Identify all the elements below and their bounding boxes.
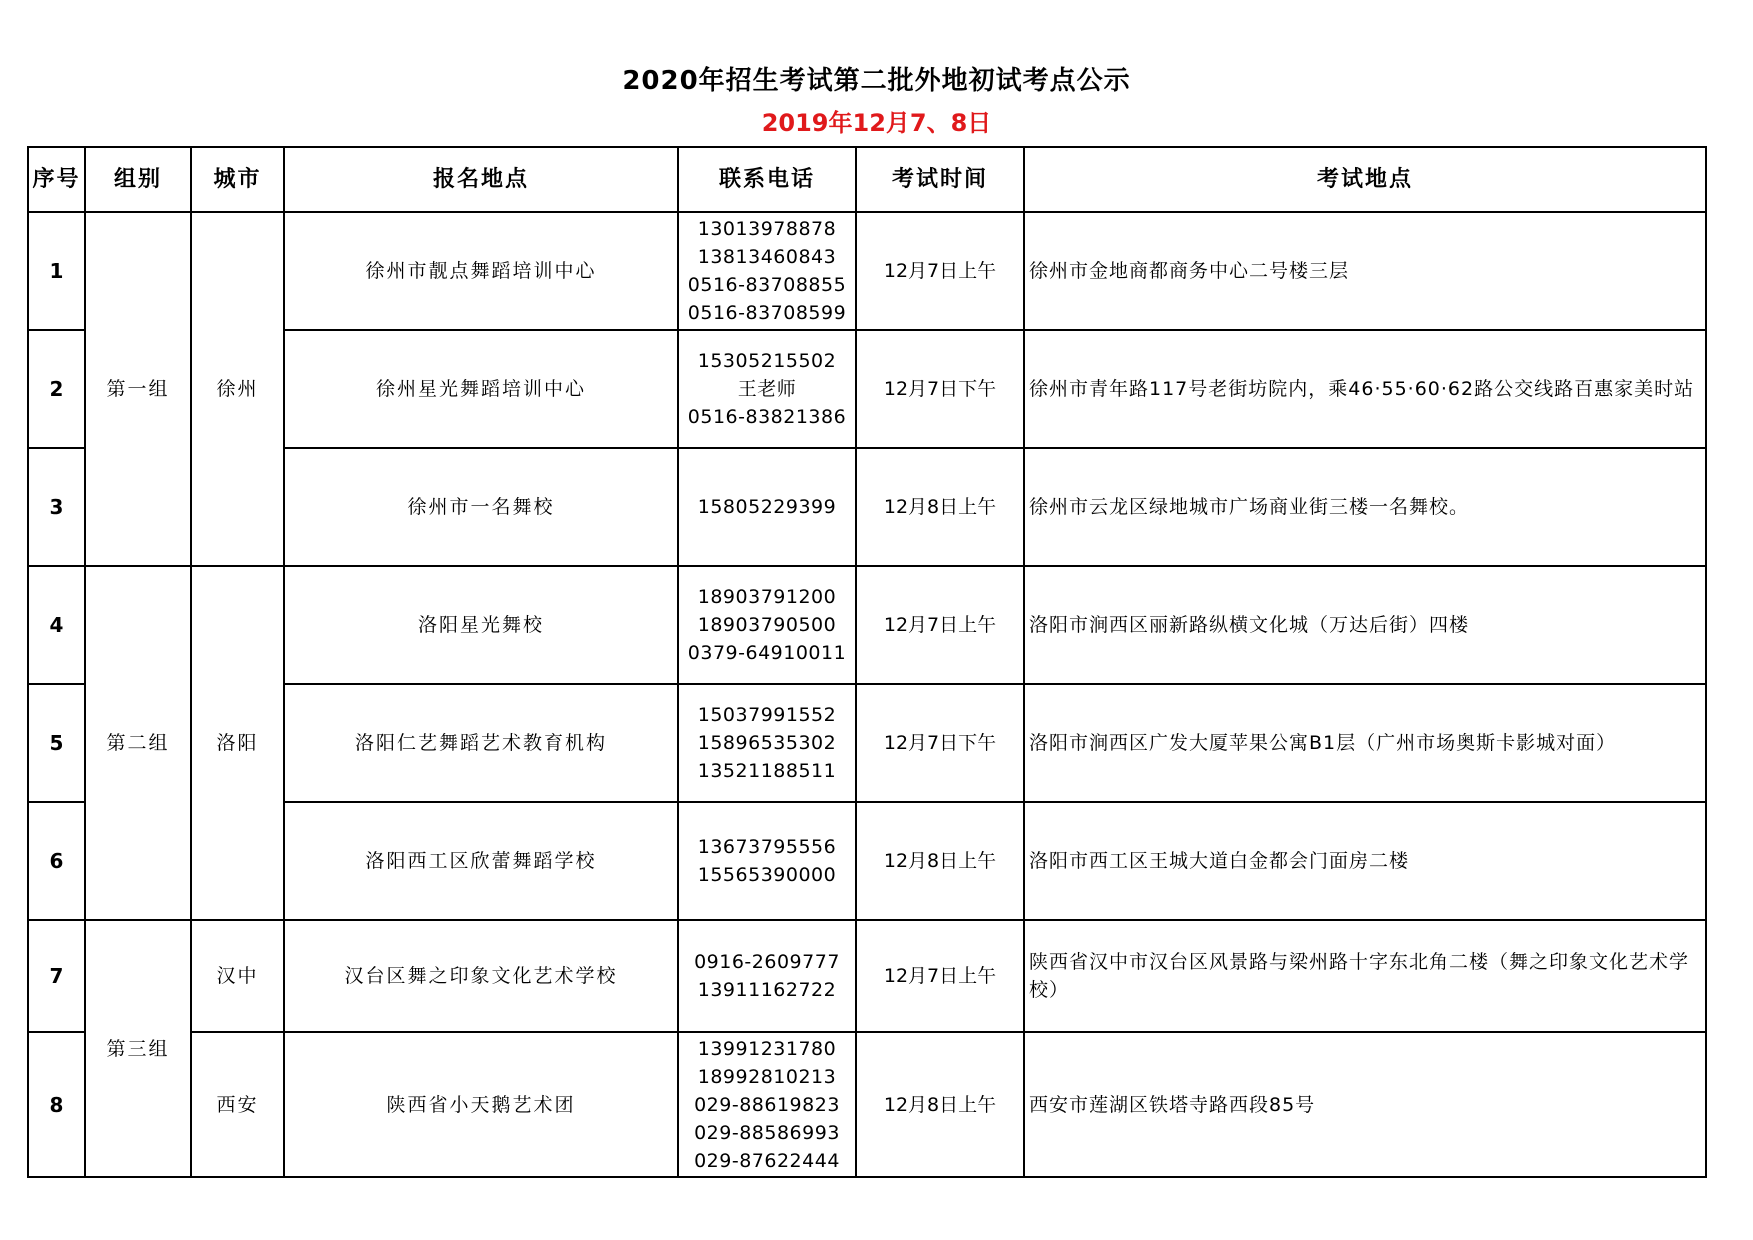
registration-cell: 洛阳仁艺舞蹈艺术教育机构: [284, 684, 678, 802]
page-subtitle-date: 2019年12月7、8日: [761, 109, 992, 137]
table-header-row: [28, 147, 1706, 212]
registration-cell: 洛阳西工区欣蕾舞蹈学校: [284, 802, 678, 920]
phone-number: 0379-64910011: [687, 642, 847, 664]
exam-location-cell: 徐州市金地商都商务中心二号楼三层: [1024, 212, 1706, 330]
registration-cell: 徐州星光舞蹈培训中心: [284, 330, 678, 448]
phone-number: 0916-2609777: [694, 951, 840, 973]
header-seq: 序号: [28, 147, 85, 212]
registration-cell: 汉台区舞之印象文化艺术学校: [284, 920, 678, 1032]
phone-number: 0516-83708599: [687, 302, 847, 324]
header-group: 组别: [85, 147, 191, 212]
city-cell: 汉中: [191, 920, 284, 1032]
row-seq: 4: [28, 566, 85, 684]
exam-location-cell: 西安市莲湖区铁塔寺路西段85号: [1024, 1032, 1706, 1177]
exam-time-cell: 12月8日上午: [856, 1032, 1024, 1177]
phone-number: 13813460843: [697, 246, 837, 268]
phone-cell: [678, 212, 856, 330]
registration-cell: 徐州市靓点舞蹈培训中心: [284, 212, 678, 330]
exam-location-cell: 徐州市青年路117号老街坊院内，乘46·55·60·62路公交线路百惠家美时站: [1024, 330, 1706, 448]
row-seq: 6: [28, 802, 85, 920]
exam-location-cell: 徐州市云龙区绿地城市广场商业街三楼一名舞校。: [1024, 448, 1706, 566]
phone-number: 18992810213: [697, 1065, 837, 1088]
phone-cell: [678, 566, 856, 684]
city-cell: 徐州: [191, 212, 284, 566]
phone-number: 13991231780: [697, 1037, 837, 1060]
exam-time-cell: 12月7日下午: [856, 684, 1024, 802]
phone-number: 15305215502: [697, 350, 837, 372]
phone-number: 18903790500: [697, 614, 837, 636]
phone-number: 15805229399: [697, 496, 837, 518]
exam-time-cell: 12月7日下午: [856, 330, 1024, 448]
exam-location-cell: 洛阳市涧西区丽新路纵横文化城（万达后街）四楼: [1024, 566, 1706, 684]
exam-time-cell: 12月7日上午: [856, 920, 1024, 1032]
row-seq: 1: [28, 212, 85, 330]
contact-name: 王老师: [737, 378, 797, 400]
group-cell: 第一组: [85, 212, 191, 566]
phone-number: 15896535302: [697, 732, 837, 754]
group-cell: 第三组: [85, 920, 191, 1177]
city-cell: 洛阳: [191, 566, 284, 920]
phone-cell: [678, 1032, 856, 1177]
exam-time-cell: 12月8日上午: [856, 448, 1024, 566]
phone-number: 029-88586993: [694, 1121, 840, 1144]
row-seq: 3: [28, 448, 85, 566]
header-phone: 联系电话: [678, 147, 856, 212]
phone-number: 15565390000: [697, 864, 837, 886]
phone-number: 0516-83821386: [687, 406, 847, 428]
phone-number: 0516-83708855: [687, 274, 847, 296]
table-row: [28, 920, 1706, 1032]
phone-cell: [678, 330, 856, 448]
header-exam-location: 考试地点: [1024, 147, 1706, 212]
registration-cell: 徐州市一名舞校: [284, 448, 678, 566]
row-seq: 2: [28, 330, 85, 448]
phone-number: 18903791200: [697, 586, 837, 608]
phone-number: 13673795556: [697, 836, 837, 858]
header-exam-time: 考试时间: [856, 147, 1024, 212]
exam-location-cell: 陕西省汉中市汉台区风景路与梁州路十字东北角二楼（舞之印象文化艺术学校）: [1024, 920, 1706, 1032]
table-row: [28, 1032, 1706, 1177]
phone-cell: [678, 920, 856, 1032]
phone-number: 15037991552: [697, 704, 837, 726]
phone-cell: [678, 448, 856, 566]
registration-cell: 洛阳星光舞校: [284, 566, 678, 684]
row-seq: 5: [28, 684, 85, 802]
exam-location-cell: 洛阳市西工区王城大道白金都会门面房二楼: [1024, 802, 1706, 920]
city-cell: 西安: [191, 1032, 284, 1177]
exam-time-cell: 12月7日上午: [856, 212, 1024, 330]
exam-schedule-table: [27, 146, 1707, 1178]
table-row: [28, 212, 1706, 330]
exam-time-cell: 12月8日上午: [856, 802, 1024, 920]
phone-number: 13911162722: [697, 979, 837, 1001]
exam-location-cell: 洛阳市涧西区广发大厦苹果公寓B1层（广州市场奥斯卡影城对面）: [1024, 684, 1706, 802]
phone-number: 13521188511: [697, 760, 837, 782]
group-cell: 第二组: [85, 566, 191, 920]
phone-number: 029-87622444: [694, 1149, 840, 1172]
table-row: [28, 566, 1706, 684]
registration-cell: 陕西省小天鹅艺术团: [284, 1032, 678, 1177]
exam-time-cell: 12月7日上午: [856, 566, 1024, 684]
page-title: 2020年招生考试第二批外地初试考点公示: [622, 66, 1131, 96]
phone-cell: [678, 802, 856, 920]
phone-number: 029-88619823: [694, 1093, 840, 1116]
row-seq: 7: [28, 920, 85, 1032]
phone-cell: [678, 684, 856, 802]
header-registration: 报名地点: [284, 147, 678, 212]
phone-number: 13013978878: [697, 218, 837, 240]
header-city: 城市: [191, 147, 284, 212]
row-seq: 8: [28, 1032, 85, 1177]
